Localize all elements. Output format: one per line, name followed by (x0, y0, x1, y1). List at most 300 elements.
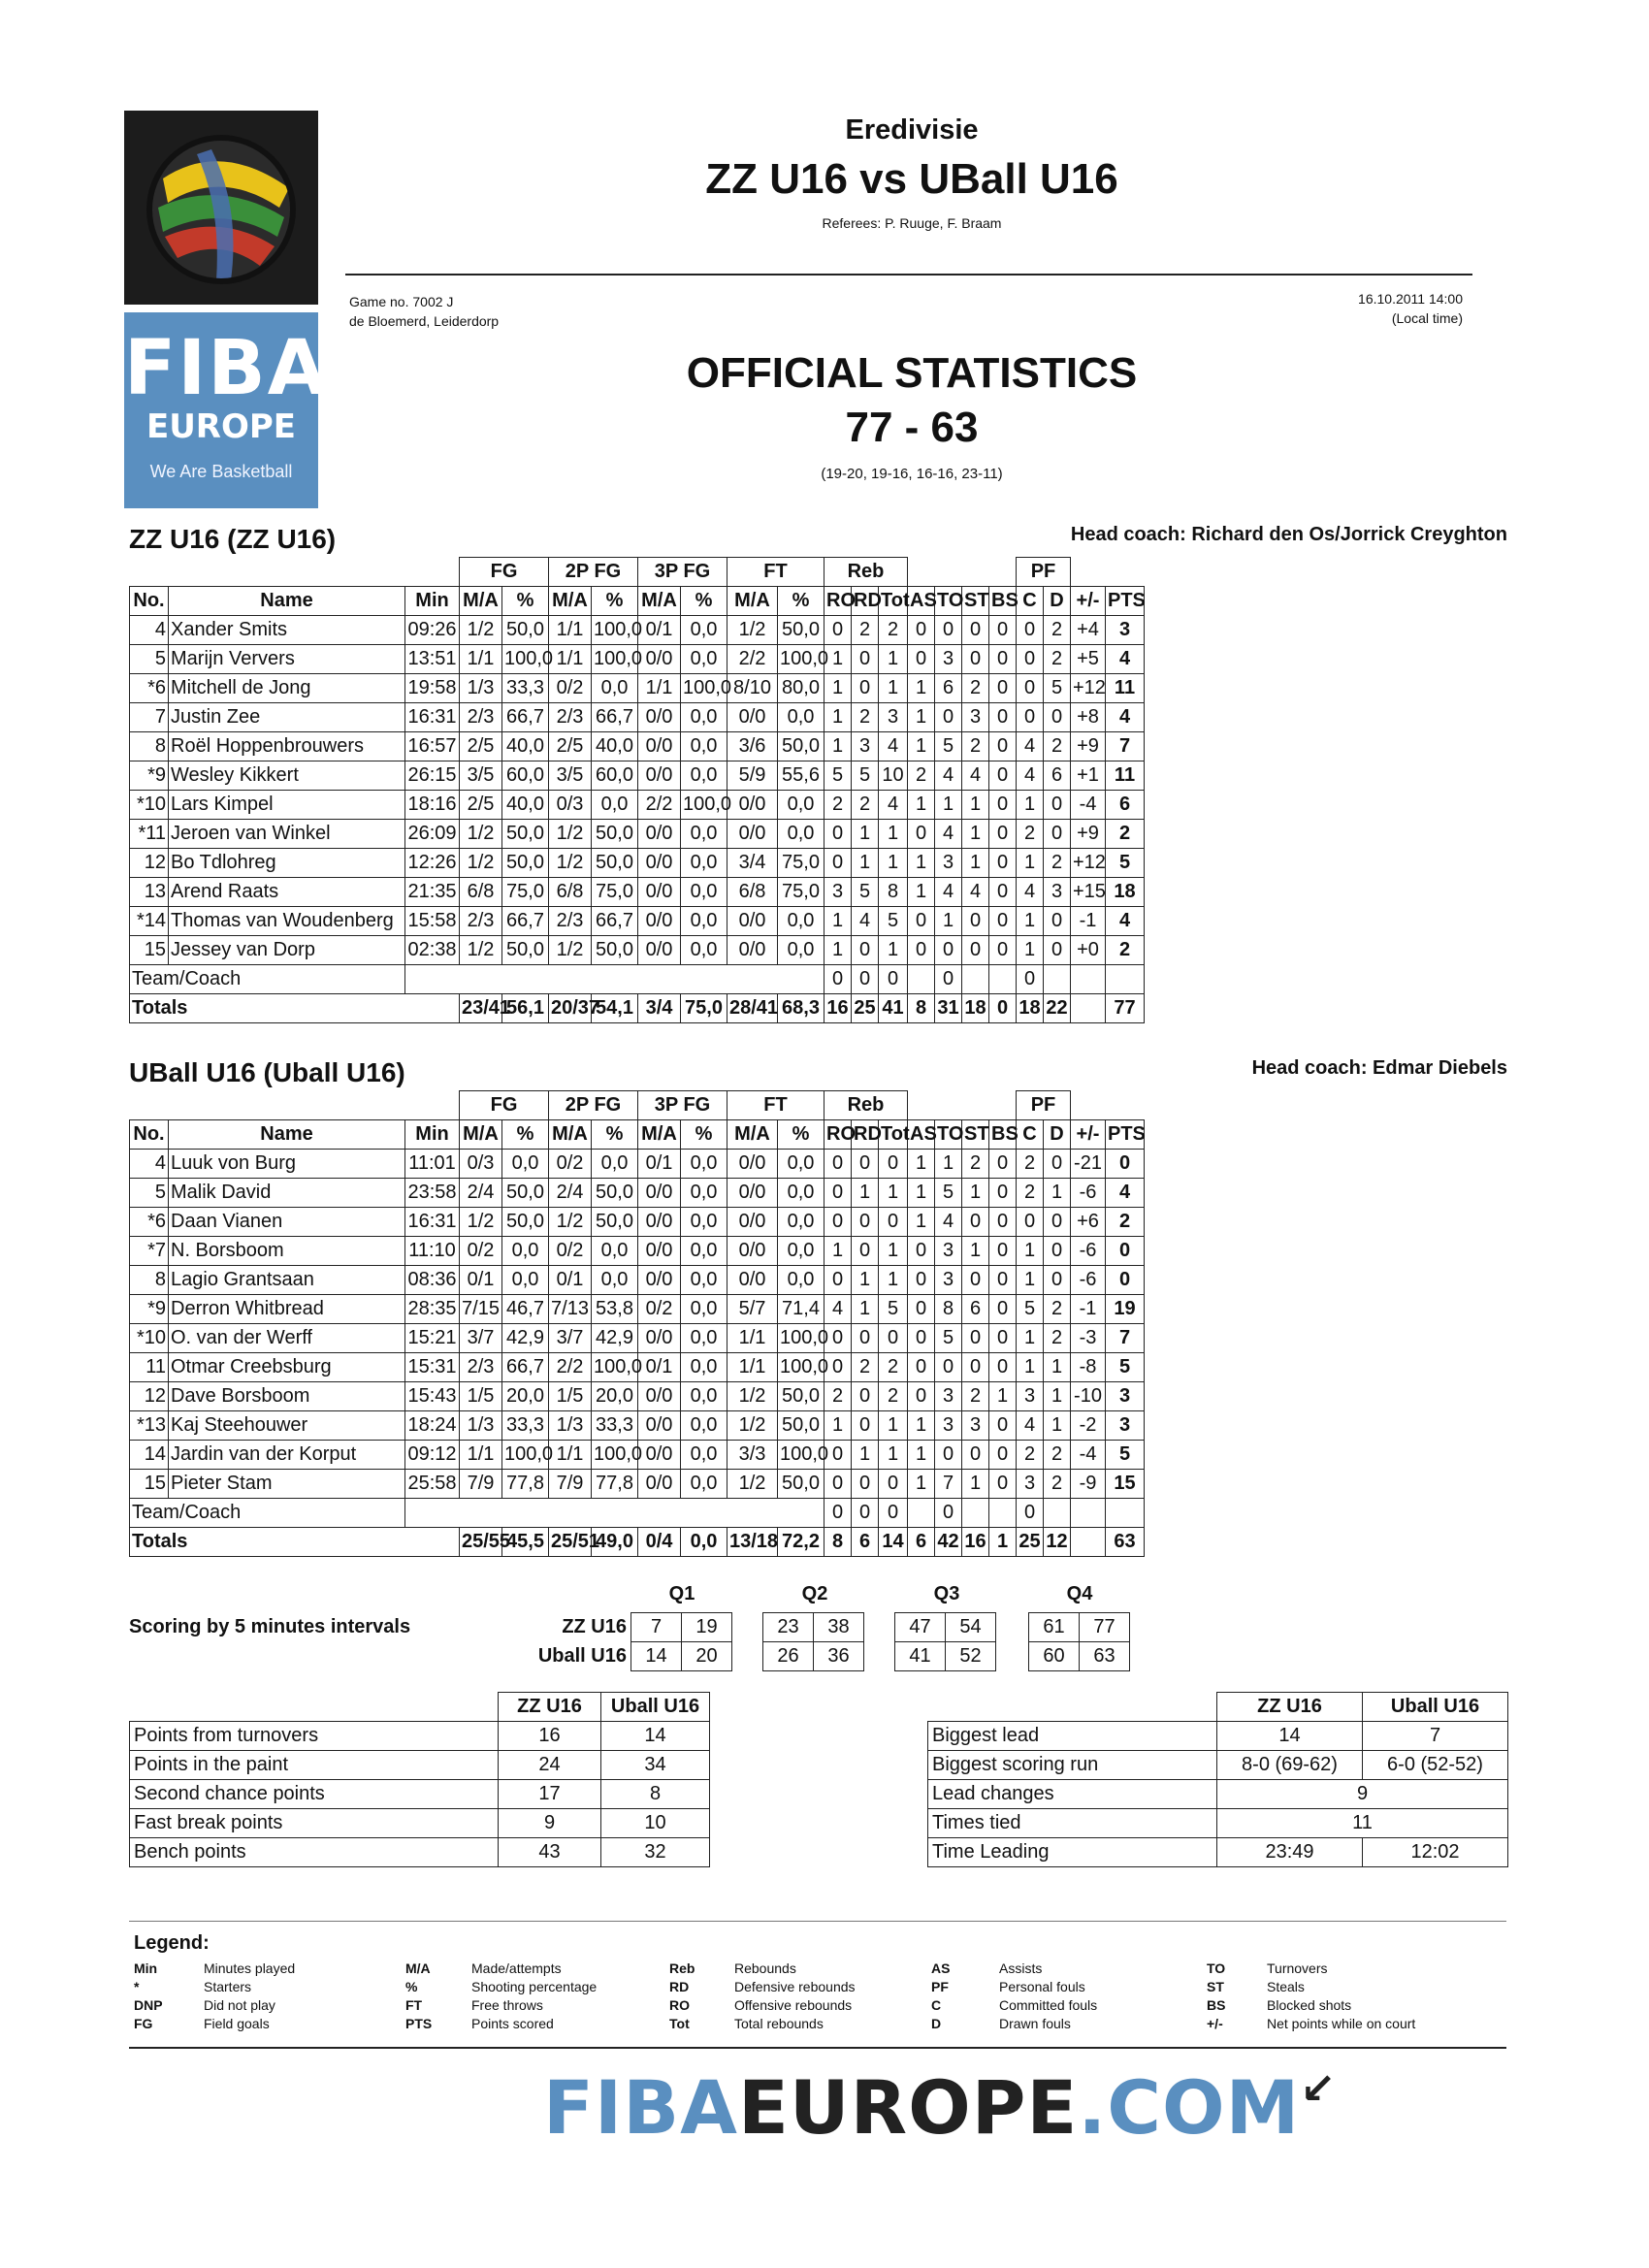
player-cell-pm: -1 (1071, 907, 1106, 936)
player-cell-ma: 2/3 (460, 907, 502, 936)
player-cell-pct: 50,0 (778, 1411, 824, 1441)
player-row (130, 1411, 1145, 1441)
player-cell-min: 21:35 (405, 878, 460, 907)
player-cell-pct: 50,0 (778, 732, 824, 761)
header-row-columns (130, 587, 1145, 616)
player-cell-name: Lagio Grantsaan (169, 1266, 405, 1295)
player-cell-tot: 0 (879, 1208, 908, 1237)
player-cell-pct: 100,0 (778, 1353, 824, 1382)
player-cell-to: 5 (935, 1324, 962, 1353)
player-cell-pm: +6 (1071, 1208, 1106, 1237)
points-row (130, 1809, 710, 1838)
biggest-run-row (928, 1751, 1508, 1780)
time-leading-team1: 23:49 (1217, 1838, 1363, 1867)
player-cell-st: 2 (962, 732, 989, 761)
col-head-tot-13: Tot (879, 1120, 908, 1150)
player-cell-pct: 60,0 (502, 761, 549, 791)
player-cell-pct: 0,0 (681, 761, 728, 791)
totals-cell-19: 77 (1106, 994, 1145, 1023)
player-cell-pts: 0 (1106, 1150, 1145, 1179)
reb-group-head: Reb (824, 1091, 908, 1120)
interval-score: 19 (682, 1613, 732, 1642)
totals-cell-3: 25/51 (549, 1528, 592, 1557)
player-cell-as: 1 (908, 878, 935, 907)
player-cell-pts: 4 (1106, 907, 1145, 936)
player-cell-tot: 0 (879, 1150, 908, 1179)
player-cell-ma: 0/0 (638, 907, 681, 936)
player-cell-ma: 3/4 (728, 849, 778, 878)
player-cell-bs: 0 (989, 1411, 1017, 1441)
player-cell-pm: +1 (1071, 761, 1106, 791)
player-cell-to: 0 (935, 1441, 962, 1470)
player-cell-st: 0 (962, 1208, 989, 1237)
player-cell-ma: 0/0 (638, 1382, 681, 1411)
totals-cell-0: Totals (130, 1528, 460, 1557)
col-head-pm-20: +/- (1071, 1120, 1106, 1150)
player-cell-pct: 0,0 (778, 1266, 824, 1295)
teamcoach-pm (1071, 965, 1106, 994)
player-cell-tot: 2 (879, 1382, 908, 1411)
player-cell-c: 1 (1017, 936, 1044, 965)
player-row (130, 1324, 1145, 1353)
player-cell-no: *6 (130, 1208, 169, 1237)
player-cell-ma: 1/2 (728, 616, 778, 645)
player-cell-ma: 0/0 (638, 878, 681, 907)
teamcoach-rd: 0 (852, 965, 879, 994)
player-cell-pts: 6 (1106, 791, 1145, 820)
totals-cell-8: 68,3 (778, 994, 824, 1023)
biggest-run-team2: 6-0 (52-52) (1363, 1751, 1508, 1780)
player-cell-min: 11:10 (405, 1237, 460, 1266)
player-cell-rd: 0 (852, 1411, 879, 1441)
player-cell-st: 1 (962, 849, 989, 878)
player-cell-ma: 0/0 (638, 1470, 681, 1499)
player-cell-pct: 50,0 (502, 849, 549, 878)
legend-key: TO (1207, 1960, 1226, 1976)
player-cell-ma: 0/2 (549, 1150, 592, 1179)
player-cell-ma: 2/2 (638, 791, 681, 820)
player-cell-pct: 100,0 (681, 674, 728, 703)
points-table-corner (130, 1693, 499, 1722)
player-cell-ro: 0 (824, 1208, 852, 1237)
player-cell-to: 0 (935, 936, 962, 965)
player-cell-bs: 0 (989, 820, 1017, 849)
player-cell-st: 0 (962, 1324, 989, 1353)
player-cell-min: 26:09 (405, 820, 460, 849)
player-row (130, 878, 1145, 907)
player-cell-d: 0 (1044, 703, 1071, 732)
times-tied-label: Times tied (928, 1809, 1217, 1838)
player-cell-pct: 100,0 (681, 791, 728, 820)
player-cell-st: 1 (962, 820, 989, 849)
player-cell-c: 1 (1017, 1266, 1044, 1295)
legend-key: ST (1207, 1979, 1224, 1994)
player-cell-ro: 0 (824, 820, 852, 849)
interval-row-team2_scores (1029, 1642, 1130, 1671)
player-cell-pct: 0,0 (681, 732, 728, 761)
player-cell-no: *6 (130, 674, 169, 703)
player-cell-ma: 1/2 (549, 936, 592, 965)
player-cell-min: 12:26 (405, 849, 460, 878)
player-cell-to: 4 (935, 878, 962, 907)
player-cell-ro: 2 (824, 791, 852, 820)
legend-desc: Offensive rebounds (734, 1997, 853, 2013)
player-cell-rd: 2 (852, 703, 879, 732)
biggest-lead-team1: 14 (1217, 1722, 1363, 1751)
totals-cell-18 (1071, 994, 1106, 1023)
player-cell-d: 1 (1044, 1411, 1071, 1441)
player-cell-ro: 0 (824, 616, 852, 645)
player-cell-pct: 0,0 (681, 616, 728, 645)
player-cell-rd: 0 (852, 645, 879, 674)
interval-score: 77 (1080, 1613, 1130, 1642)
player-cell-pm: +8 (1071, 703, 1106, 732)
totals-cell-6: 75,0 (681, 994, 728, 1023)
player-cell-ma: 2/3 (460, 703, 502, 732)
player-cell-pm: -8 (1071, 1353, 1106, 1382)
player-row (130, 1208, 1145, 1237)
teamcoach-row (130, 965, 1145, 994)
player-cell-no: 5 (130, 645, 169, 674)
player-cell-pct: 0,0 (778, 791, 824, 820)
player-cell-ma: 0/0 (728, 936, 778, 965)
col-head-pct-8: % (681, 587, 728, 616)
player-cell-to: 5 (935, 732, 962, 761)
player-cell-min: 02:38 (405, 936, 460, 965)
player-cell-pct: 50,0 (592, 1208, 638, 1237)
player-cell-pm: +5 (1071, 645, 1106, 674)
player-cell-pct: 71,4 (778, 1295, 824, 1324)
totals-cell-6: 0,0 (681, 1528, 728, 1557)
player-cell-rd: 1 (852, 1266, 879, 1295)
player-cell-ma: 1/5 (460, 1382, 502, 1411)
player-cell-ma: 0/0 (638, 1208, 681, 1237)
player-cell-ma: 0/0 (638, 1411, 681, 1441)
col-head-ro-11: RO (824, 1120, 852, 1150)
intervals-team1: ZZ U16 (562, 1616, 627, 1637)
player-cell-name: Thomas van Woudenberg (169, 907, 405, 936)
interval-score: 23 (763, 1613, 814, 1642)
player-row (130, 1441, 1145, 1470)
player-cell-rd: 0 (852, 1150, 879, 1179)
player-cell-st: 1 (962, 1237, 989, 1266)
player-cell-ma: 3/7 (549, 1324, 592, 1353)
player-cell-pm: -1 (1071, 1295, 1106, 1324)
player-cell-to: 1 (935, 907, 962, 936)
player-cell-pts: 7 (1106, 732, 1145, 761)
player-cell-rd: 5 (852, 761, 879, 791)
player-cell-d: 2 (1044, 1441, 1071, 1470)
player-cell-no: 5 (130, 1179, 169, 1208)
player-cell-st: 3 (962, 1411, 989, 1441)
teamcoach-empty (405, 1499, 824, 1528)
referees: Referees: P. Ruuge, F. Braam (822, 215, 1002, 231)
interval-box-q3 (894, 1612, 996, 1671)
player-cell-to: 4 (935, 761, 962, 791)
player-cell-as: 1 (908, 703, 935, 732)
player-cell-bs: 1 (989, 1382, 1017, 1411)
player-cell-as: 1 (908, 1441, 935, 1470)
player-cell-min: 15:31 (405, 1353, 460, 1382)
col-head-name-1: Name (169, 1120, 405, 1150)
player-cell-pm: +9 (1071, 732, 1106, 761)
player-cell-pct: 0,0 (681, 1324, 728, 1353)
player-cell-pct: 0,0 (778, 1237, 824, 1266)
player-cell-pct: 0,0 (681, 1411, 728, 1441)
fibaeurope-footer-logo (543, 2064, 1338, 2151)
player-row (130, 732, 1145, 761)
totals-cell-2: 56,1 (502, 994, 549, 1023)
player-cell-pct: 0,0 (778, 1150, 824, 1179)
player-cell-pts: 3 (1106, 1411, 1145, 1441)
player-cell-as: 0 (908, 907, 935, 936)
player-cell-bs: 0 (989, 674, 1017, 703)
player-cell-ma: 0/0 (728, 1179, 778, 1208)
player-cell-tot: 0 (879, 1324, 908, 1353)
player-cell-ma: 0/0 (728, 703, 778, 732)
interval-box-q4 (1028, 1612, 1130, 1671)
player-cell-as: 0 (908, 1295, 935, 1324)
points-row-label: Points in the paint (130, 1751, 499, 1780)
points-row (130, 1780, 710, 1809)
player-cell-d: 2 (1044, 645, 1071, 674)
player-cell-bs: 0 (989, 936, 1017, 965)
player-cell-ma: 2/5 (460, 732, 502, 761)
player-cell-min: 15:58 (405, 907, 460, 936)
totals-cell-0: Totals (130, 994, 460, 1023)
col-head-ma-5: M/A (549, 1120, 592, 1150)
player-cell-pct: 0,0 (681, 1470, 728, 1499)
col-head-no-0: No. (130, 587, 169, 616)
player-cell-min: 09:12 (405, 1441, 460, 1470)
points-table (129, 1692, 710, 1867)
player-cell-c: 0 (1017, 1208, 1044, 1237)
points-row-label: Points from turnovers (130, 1722, 499, 1751)
player-cell-pct: 80,0 (778, 674, 824, 703)
totals-cell-1: 23/41 (460, 994, 502, 1023)
player-cell-rd: 1 (852, 1441, 879, 1470)
totals-cell-12: 8 (908, 994, 935, 1023)
player-cell-ma: 1/2 (460, 820, 502, 849)
player-cell-rd: 1 (852, 820, 879, 849)
player-cell-d: 0 (1044, 907, 1071, 936)
player-cell-pct: 0,0 (681, 1208, 728, 1237)
col-head-ma-3: M/A (460, 1120, 502, 1150)
totals-cell-1: 25/55 (460, 1528, 502, 1557)
logo-fiba-text: FIBA (124, 325, 329, 412)
player-cell-ma: 0/1 (549, 1266, 592, 1295)
player-cell-as: 1 (908, 1208, 935, 1237)
legend-desc: Steals (1267, 1979, 1305, 1994)
player-cell-name: Derron Whitbread (169, 1295, 405, 1324)
totals-cell-18 (1071, 1528, 1106, 1557)
player-cell-pct: 100,0 (502, 1441, 549, 1470)
player-cell-name: Bo Tdlohreg (169, 849, 405, 878)
player-cell-ro: 0 (824, 1150, 852, 1179)
player-cell-pct: 33,3 (502, 1411, 549, 1441)
player-cell-ma: 2/4 (549, 1179, 592, 1208)
player-cell-min: 18:24 (405, 1411, 460, 1441)
team2-coach: Head coach: Edmar Diebels (1251, 1057, 1507, 1079)
player-cell-pct: 66,7 (502, 907, 549, 936)
pf-group-head: PF (1017, 1091, 1071, 1120)
player-cell-pct: 0,0 (681, 703, 728, 732)
player-cell-c: 1 (1017, 1353, 1044, 1382)
player-cell-no: *7 (130, 1237, 169, 1266)
player-cell-pm: -2 (1071, 1411, 1106, 1441)
col-head-rd-12: RD (852, 587, 879, 616)
totals-cell-10: 6 (852, 1528, 879, 1557)
player-cell-tot: 1 (879, 645, 908, 674)
player-cell-ma: 8/10 (728, 674, 778, 703)
teamcoach-pts (1106, 965, 1145, 994)
points-row-team2: 32 (601, 1838, 710, 1867)
player-cell-d: 2 (1044, 1470, 1071, 1499)
player-cell-ma: 0/0 (638, 761, 681, 791)
totals-cell-13: 31 (935, 994, 962, 1023)
time-leading-team2: 12:02 (1363, 1838, 1508, 1867)
player-cell-st: 0 (962, 616, 989, 645)
points-head-team1: ZZ U16 (499, 1693, 601, 1722)
player-row (130, 616, 1145, 645)
legend-divider-top (129, 1921, 1506, 1922)
interval-score: 61 (1029, 1613, 1080, 1642)
player-cell-no: *9 (130, 761, 169, 791)
player-cell-ma: 0/0 (728, 1208, 778, 1237)
points-row (130, 1722, 710, 1751)
player-cell-tot: 1 (879, 1179, 908, 1208)
player-cell-ma: 0/0 (638, 849, 681, 878)
player-cell-tot: 2 (879, 616, 908, 645)
player-cell-tot: 0 (879, 1470, 908, 1499)
player-cell-ma: 1/1 (549, 616, 592, 645)
col-head-to-15: TO (935, 587, 962, 616)
player-cell-min: 13:51 (405, 645, 460, 674)
points-row-team1: 24 (499, 1751, 601, 1780)
player-cell-pct: 0,0 (681, 1353, 728, 1382)
player-cell-tot: 1 (879, 849, 908, 878)
player-cell-pts: 2 (1106, 820, 1145, 849)
player-cell-st: 1 (962, 791, 989, 820)
player-cell-ma: 7/13 (549, 1295, 592, 1324)
player-cell-st: 2 (962, 674, 989, 703)
player-cell-ma: 0/2 (460, 1237, 502, 1266)
ft-group-head: FT (728, 1091, 824, 1120)
legend-key: DNP (134, 1997, 163, 2013)
teamcoach-to: 0 (935, 1499, 962, 1528)
player-cell-pct: 50,0 (502, 1208, 549, 1237)
player-cell-ma: 0/0 (728, 820, 778, 849)
totals-cell-13: 42 (935, 1528, 962, 1557)
totals-cell-19: 63 (1106, 1528, 1145, 1557)
player-cell-pct: 0,0 (681, 645, 728, 674)
legend-desc: Defensive rebounds (734, 1979, 856, 1994)
totals-cell-15: 0 (989, 994, 1017, 1023)
intervals-title: Scoring by 5 minutes intervals (129, 1616, 411, 1637)
legend-key: RD (669, 1979, 690, 1994)
player-cell-pct: 60,0 (592, 761, 638, 791)
biggest-lead-label: Biggest lead (928, 1722, 1217, 1751)
player-cell-c: 5 (1017, 1295, 1044, 1324)
player-cell-ma: 6/8 (728, 878, 778, 907)
col-head-as-14: AS (908, 587, 935, 616)
player-cell-name: Daan Vianen (169, 1208, 405, 1237)
player-cell-d: 0 (1044, 1266, 1071, 1295)
player-cell-c: 2 (1017, 1441, 1044, 1470)
player-cell-no: 4 (130, 1150, 169, 1179)
player-cell-as: 1 (908, 1150, 935, 1179)
player-cell-tot: 1 (879, 936, 908, 965)
player-cell-tot: 8 (879, 878, 908, 907)
col-head-ma-5: M/A (549, 587, 592, 616)
player-cell-pct: 0,0 (681, 1382, 728, 1411)
player-cell-name: Lars Kimpel (169, 791, 405, 820)
teamcoach-pts (1106, 1499, 1145, 1528)
player-cell-ro: 1 (824, 674, 852, 703)
interval-row-team2_scores (763, 1642, 864, 1671)
footer-arrow-icon: ↙ (1300, 2064, 1338, 2114)
player-cell-name: Luuk von Burg (169, 1150, 405, 1179)
player-cell-st: 0 (962, 1266, 989, 1295)
player-row (130, 1237, 1145, 1266)
player-cell-pts: 18 (1106, 878, 1145, 907)
player-cell-st: 0 (962, 1353, 989, 1382)
player-cell-as: 0 (908, 1324, 935, 1353)
teamcoach-label: Team/Coach (130, 1499, 405, 1528)
player-cell-as: 1 (908, 1470, 935, 1499)
player-cell-ma: 1/3 (460, 1411, 502, 1441)
player-cell-pct: 100,0 (778, 1324, 824, 1353)
player-cell-to: 5 (935, 1179, 962, 1208)
player-cell-name: Justin Zee (169, 703, 405, 732)
player-cell-rd: 0 (852, 936, 879, 965)
player-cell-rd: 1 (852, 1295, 879, 1324)
player-cell-pm: +12 (1071, 849, 1106, 878)
player-cell-ro: 1 (824, 732, 852, 761)
player-cell-pts: 2 (1106, 936, 1145, 965)
player-cell-tot: 10 (879, 761, 908, 791)
player-cell-pct: 0,0 (681, 1237, 728, 1266)
player-cell-ma: 1/2 (549, 820, 592, 849)
lead-changes-label: Lead changes (928, 1780, 1217, 1809)
player-cell-pct: 0,0 (778, 1208, 824, 1237)
player-row (130, 1150, 1145, 1179)
player-cell-pm: +4 (1071, 616, 1106, 645)
footer-fiba: FIBA (543, 2064, 738, 2151)
teamcoach-as (908, 965, 935, 994)
points-row-label: Second chance points (130, 1780, 499, 1809)
player-cell-ma: 1/3 (460, 674, 502, 703)
col-head-st-16: ST (962, 1120, 989, 1150)
player-cell-ma: 1/3 (549, 1411, 592, 1441)
legend-desc: Committed fouls (999, 1997, 1098, 2013)
header-blank (130, 1091, 460, 1120)
player-cell-ma: 0/1 (638, 616, 681, 645)
player-cell-no: *9 (130, 1295, 169, 1324)
player-cell-ma: 0/0 (638, 820, 681, 849)
player-cell-to: 3 (935, 1382, 962, 1411)
player-cell-st: 4 (962, 878, 989, 907)
col-head-bs-17: BS (989, 1120, 1017, 1150)
player-cell-ma: 1/1 (549, 1441, 592, 1470)
player-cell-ro: 0 (824, 1179, 852, 1208)
player-cell-ma: 5/9 (728, 761, 778, 791)
player-cell-pts: 3 (1106, 616, 1145, 645)
q2-label: Q2 (801, 1583, 828, 1604)
player-cell-pct: 100,0 (502, 645, 549, 674)
player-cell-pm: -21 (1071, 1150, 1106, 1179)
totals-cell-5: 0/4 (638, 1528, 681, 1557)
